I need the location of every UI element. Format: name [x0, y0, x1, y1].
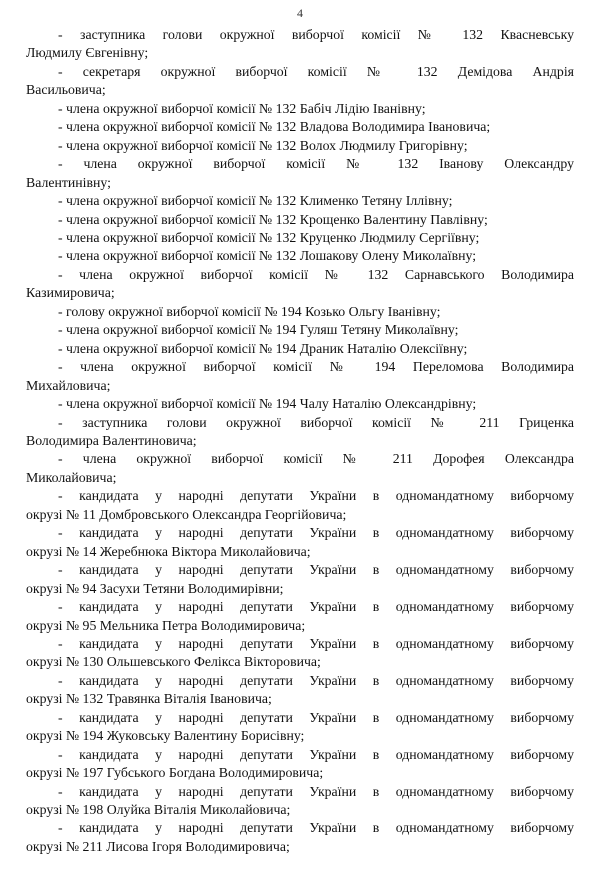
list-item-line: - члена окружної виборчої комісії № 132 Іванову Олександру	[58, 156, 574, 172]
list-item	[26, 450, 574, 487]
list-item	[26, 746, 574, 783]
list-item	[26, 395, 574, 413]
list-item-continuation: окрузі № 132 Травянка Віталія Івановича;	[26, 691, 272, 707]
list-item	[26, 303, 574, 321]
list-item	[26, 524, 574, 561]
list-item-line: - кандидата у народні депутати України в одномандатному виборчому	[58, 488, 574, 504]
list-item-continuation: Людмилу Євгенівну;	[26, 45, 149, 61]
list-item-continuation: Миколайовича;	[26, 469, 117, 485]
list-item-continuation: окрузі № 11 Домбровського Олександра Георгійовича;	[26, 506, 347, 522]
list-item-line: - члена окружної виборчої комісії № 132 Лошакову Олену Миколаївну;	[58, 248, 477, 264]
list-item-continuation: окрузі № 130 Ольшевського Фелікса Вікторовича;	[26, 654, 321, 670]
list-item	[26, 229, 574, 247]
decision-list	[26, 26, 574, 856]
list-item-line: - секретаря окружної виборчої комісії № 132 Демідова Андрія	[58, 63, 574, 79]
list-item-line: - члена окружної виборчої комісії № 132 Владова Володимира Івановича;	[58, 119, 491, 135]
list-item-line: - кандидата у народні депутати України в одномандатному виборчому	[58, 820, 574, 836]
list-item-line: - члена окружної виборчої комісії № 132 Волох Людмилу Григорівну;	[58, 137, 468, 153]
list-item-line: - кандидата у народні депутати України в одномандатному виборчому	[58, 783, 574, 799]
list-item	[26, 561, 574, 598]
list-item-continuation: Валентинівну;	[26, 174, 111, 190]
list-item-line: - члена окружної виборчої комісії № 194 Переломова Володимира	[58, 359, 574, 375]
list-item	[26, 635, 574, 672]
list-item-continuation: окрузі № 198 Олуйка Віталія Миколайовича;	[26, 802, 291, 818]
list-item-continuation: окрузі № 211 Лисова Ігоря Володимировича;	[26, 838, 290, 854]
list-item-line: - кандидата у народні депутати України в одномандатному виборчому	[58, 562, 574, 578]
list-item	[26, 414, 574, 451]
list-item-line: - члена окружної виборчої комісії № 132 Сарнавського Володимира	[58, 266, 574, 282]
list-item-line: - члена окружної виборчої комісії № 194 Чалу Наталію Олександрівну;	[58, 396, 477, 412]
list-item	[26, 358, 574, 395]
list-item-continuation: окрузі № 94 Засухи Тетяни Володимирівни;	[26, 580, 284, 596]
list-item	[26, 783, 574, 820]
list-item-line: - кандидата у народні депутати України в одномандатному виборчому	[58, 746, 574, 762]
list-item-continuation: окрузі № 194 Жуковську Валентину Борисівну;	[26, 728, 305, 744]
list-item	[26, 598, 574, 635]
list-item-continuation: окрузі № 14 Жеребнюка Віктора Миколайовича;	[26, 543, 311, 559]
list-item-continuation: Михайловича;	[26, 377, 111, 393]
list-item-line: - члена окружної виборчої комісії № 194 Драник Наталію Олексіївну;	[58, 340, 468, 356]
list-item	[26, 100, 574, 118]
list-item	[26, 672, 574, 709]
list-item-line: - заступника голови окружної виборчої комісії № 211 Гриценка	[58, 414, 574, 430]
list-item	[26, 321, 574, 339]
list-item-line: - члена окружної виборчої комісії № 132 Круценко Людмилу Сергіївну;	[58, 229, 480, 245]
list-item-line: - члена окружної виборчої комісії № 211 Дорофея Олександра	[58, 451, 574, 467]
list-item-line: - кандидата у народні депутати України в одномандатному виборчому	[58, 672, 574, 688]
list-item-line: - кандидата у народні депутати України в одномандатному виборчому	[58, 635, 574, 651]
list-item-continuation: Васильовича;	[26, 82, 106, 98]
list-item	[26, 211, 574, 229]
list-item-line: - заступника голови окружної виборчої комісії № 132 Квасневську	[58, 27, 574, 42]
list-item-line: - члена окружної виборчої комісії № 132 Клименко Тетяну Іллівну;	[58, 193, 453, 209]
list-item-line: - голову окружної виборчої комісії № 194 Козько Ольгу Іванівну;	[58, 303, 441, 319]
list-item-line: - члена окружної виборчої комісії № 194 Гуляш Тетяну Миколаївну;	[58, 322, 459, 338]
list-item-line: - кандидата у народні депутати України в одномандатному виборчому	[58, 525, 574, 541]
list-item	[26, 26, 574, 63]
list-item	[26, 137, 574, 155]
list-item-continuation: Володимира Валентиновича;	[26, 432, 197, 448]
page-number: 4	[297, 6, 303, 20]
list-item-line: - члена окружної виборчої комісії № 132 Бабіч Лідію Іванівну;	[58, 100, 426, 116]
list-item	[26, 155, 574, 192]
list-item	[26, 247, 574, 265]
list-item-line: - кандидата у народні депутати України в одномандатному виборчому	[58, 599, 574, 615]
list-item	[26, 192, 574, 210]
list-item	[26, 819, 574, 856]
list-item	[26, 118, 574, 136]
list-item-continuation: Казимировича;	[26, 285, 115, 301]
list-item	[26, 63, 574, 100]
list-item	[26, 266, 574, 303]
list-item	[26, 487, 574, 524]
list-item	[26, 340, 574, 358]
list-item-continuation: окрузі № 95 Мельника Петра Володимировича;	[26, 617, 306, 633]
list-item-line: - кандидата у народні депутати України в одномандатному виборчому	[58, 709, 574, 725]
list-item-line: - члена окружної виборчої комісії № 132 Крощенко Валентину Павлівну;	[58, 211, 488, 227]
list-item	[26, 709, 574, 746]
list-item-continuation: окрузі № 197 Губського Богдана Володимировича;	[26, 765, 324, 781]
